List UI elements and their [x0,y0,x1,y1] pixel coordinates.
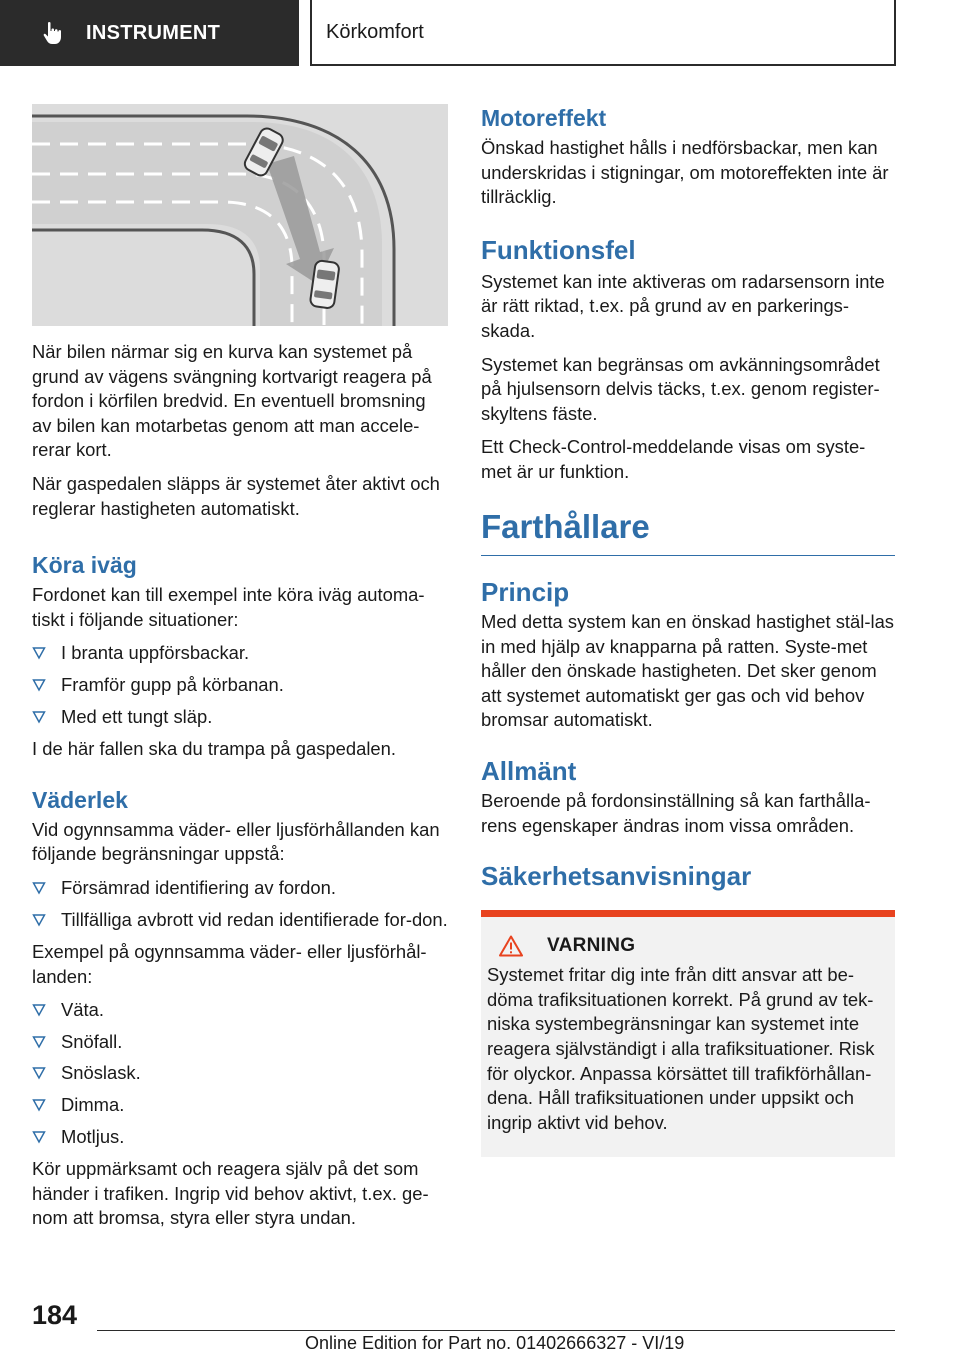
kora-intro: Fordonet kan till exempel inte köra iväg automa‐tiskt i följande situationer: [32,584,425,630]
triangle-bullet-icon [32,646,46,660]
vader-list-2 [32,998,448,1149]
motor-text: Önskad hastighet hålls i nedförsbackar, men kan underskridas i stigningar, om motoreffekten inte är tillräcklig. [481,137,889,208]
vader-after: Kör uppmärksamt och reagera själv på det som händer i trafiken. Ingrip vid behov aktivt, t.ex. ge‐nom att bromsa, styra eller styra undan. [32,1158,429,1229]
list-item: I branta uppförsbackar. [32,641,448,666]
section-divider [481,555,895,557]
heading-funktionsfel: Funktionsfel [481,234,636,265]
list-item: Snöfall. [32,1030,448,1055]
kora-list [32,641,448,729]
fel-paragraph-1: Systemet kan inte aktiveras om radarsensorn inte är rätt riktad, t.ex. på grund av en parkerings‐skada. [481,270,885,341]
page-number: 184 [32,1300,78,1330]
triangle-bullet-icon [32,1098,46,1112]
list-item: Med ett tungt släp. [32,705,448,730]
list-item: Framför gupp på körbanan. [32,673,448,698]
warning-text: Systemet fritar dig inte från ditt ansvar att be‐döma trafiksituationen korrekt. På grund av tek‐niska systembegränsningar kan systemet inte reagera självständigt i alla trafiksituationer. Risk för olyckor. Anpassa körsättet till trafikförhållan‐dena. Håll trafiksituationen under uppsikt och ingrip aktivt vid behov. [487,964,875,1133]
warning-triangle-icon [499,935,523,957]
vader-list [32,876,448,932]
triangle-bullet-icon [32,1066,46,1080]
triangle-bullet-icon [32,1035,46,1049]
footer-divider [97,1330,895,1331]
vader-intro-2: Exempel på ogynnsamma väder- eller ljusförhål‐landen: [32,941,427,987]
heading-farthallare: Farthållare [481,507,650,545]
warning-box [481,910,895,1157]
warning-header [487,935,887,957]
triangle-bullet-icon [32,1130,46,1144]
heading-kora-ivag: Köra iväg [32,552,137,579]
heading-motoreffekt: Motoreffekt [481,105,607,131]
triangle-bullet-icon [32,678,46,692]
kora-after: I de här fallen ska du trampa på gaspedalen. [32,738,396,760]
section-title: INSTRUMENT [86,21,221,44]
warning-label: VARNING [547,935,636,957]
list-item: Dimma. [32,1093,448,1118]
fel-paragraph-2: Systemet kan begränsas om avkänningsområdet på hjulsensorn delvis täcks, t.ex. genom register‐skyltens fäste. [481,353,880,424]
curve-illustration [32,104,448,326]
intro-paragraph-2: När gaspedalen släpps är systemet åter aktivt och reglerar hastigheten automatiskt. [32,472,440,519]
vader-intro: Vid ogynnsamma väder- eller ljusförhållanden kan följande begränsningar uppstå: [32,818,440,865]
left-column [32,104,448,1240]
pointing-hand-icon [40,20,66,46]
heading-vaderlek: Väderlek [32,786,128,813]
triangle-bullet-icon [32,913,46,927]
section-tab [0,0,299,66]
right-column [481,104,895,1157]
heading-princip: Princip [481,577,570,608]
list-item: Tillfälliga avbrott vid redan identifierade for‐don. [32,908,448,933]
triangle-bullet-icon [32,1003,46,1017]
heading-sakerhetsanvisningar: Säkerhetsanvisningar [481,861,752,892]
fel-paragraph-3: Ett Check-Control-meddelande visas om syste‐met är ur funktion. [481,436,866,482]
list-item: Motljus. [32,1125,448,1150]
subsection-tab [310,0,896,66]
list-item: Försämrad identifiering av fordon. [32,876,448,901]
triangle-bullet-icon [32,710,46,724]
list-item: Snöslask. [32,1061,448,1086]
allmant-text: Beroende på fordonsinställning så kan farthålla‐rens egenskaper ändras inom vissa områden. [481,790,871,836]
subsection-title: Körkomfort [326,20,424,43]
heading-allmant: Allmänt [481,756,577,786]
intro-paragraph-1: När bilen närmar sig en kurva kan systemet på grund av vägens svängning kortvarigt reagera på fordon i körfilen bredvid. En eventuell bromsning av bilen kan motarbetas genom att man accele‐rerar kort. [32,341,432,461]
princip-text: Med detta system kan en önskad hastighet stäl‐las in med hjälp av knapparna på ratten. Syste‐met håller den önskade hastigheten. Det sker genom att systemet automatiskt ger gas och vid behov bromsar automatiskt. [481,611,894,731]
triangle-bullet-icon [32,881,46,895]
edition-text: Online Edition for Part no. 01402666327 - VI/19 [305,1333,685,1353]
list-item: Väta. [32,998,448,1023]
